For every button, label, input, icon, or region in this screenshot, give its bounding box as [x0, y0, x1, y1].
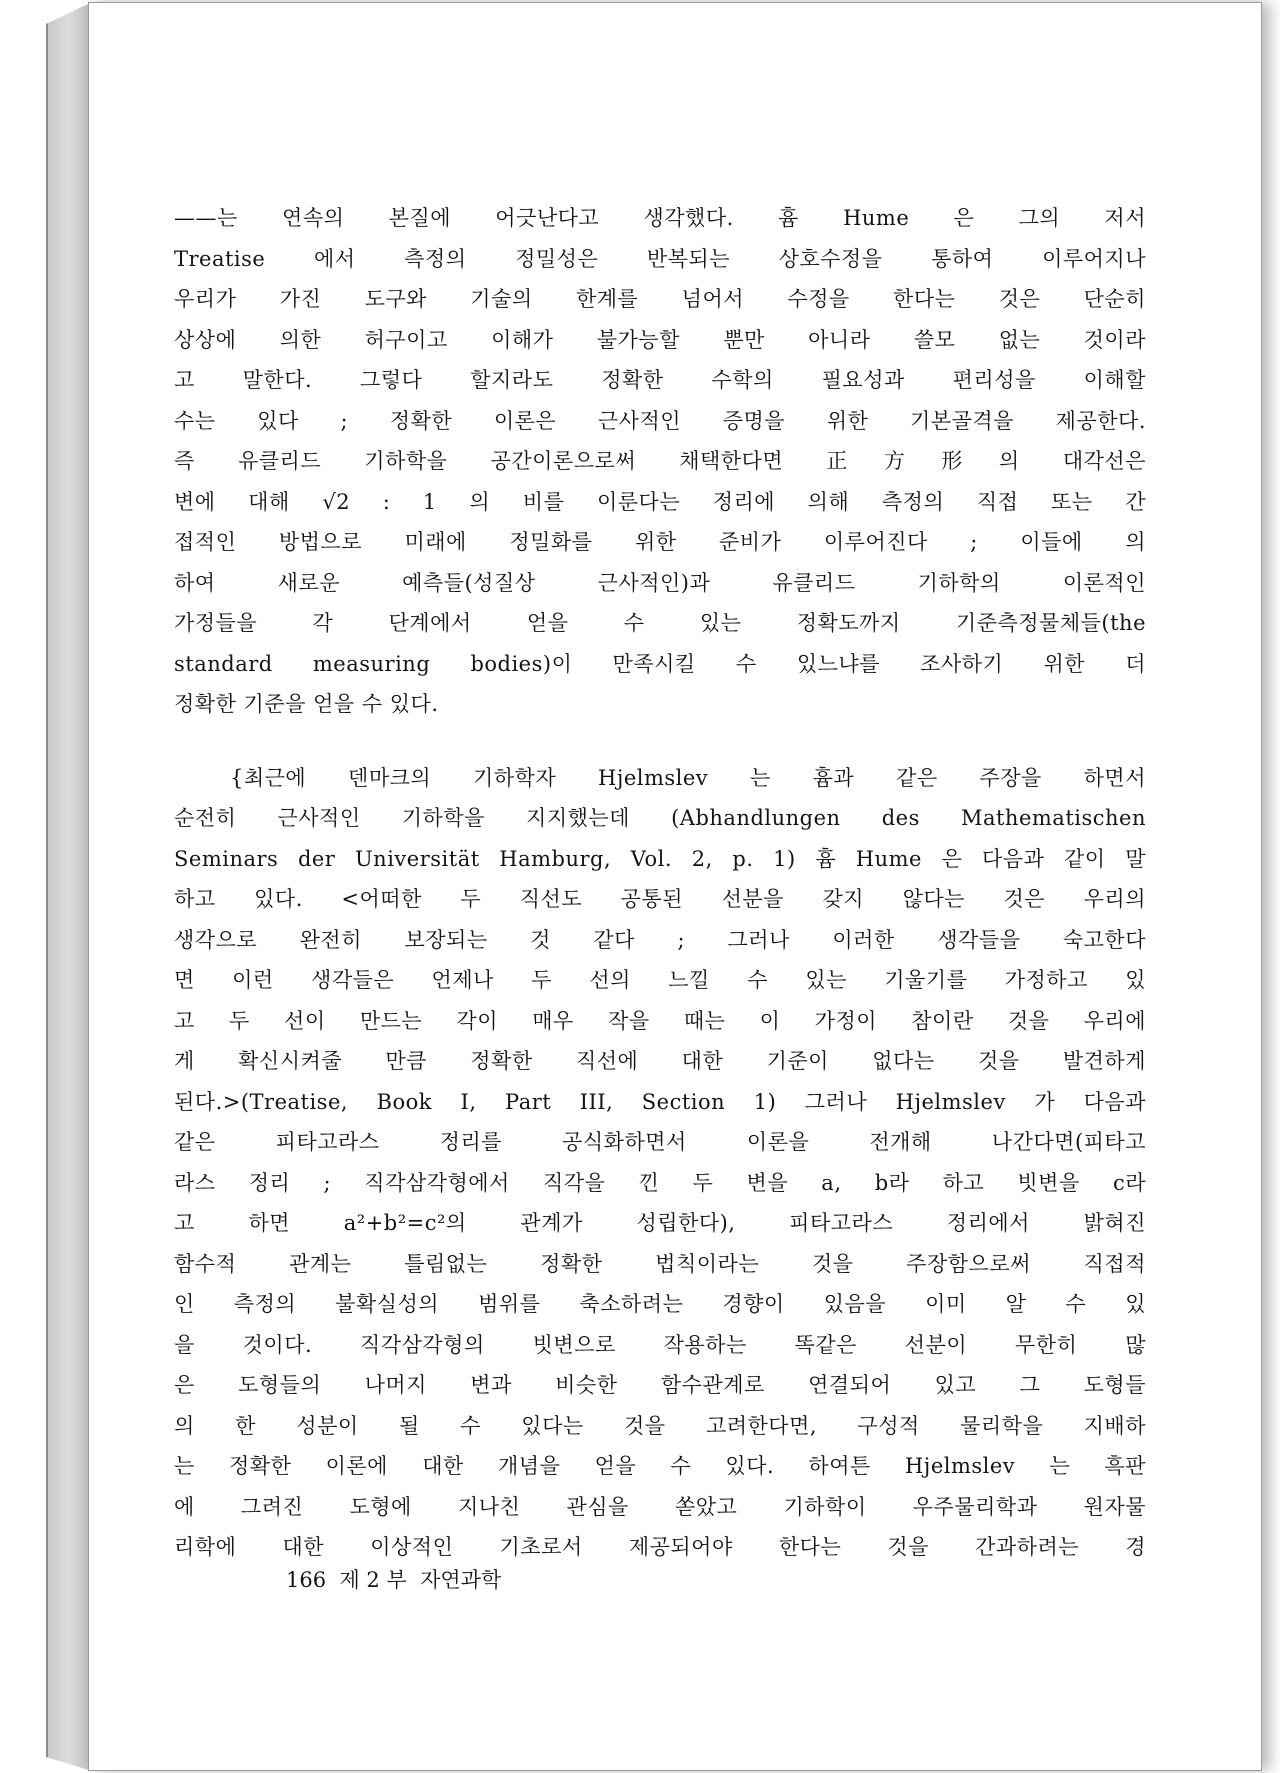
- text-line: 순전히 근사적인 기하학을 지지했는데 (Abhandlungen des Mathematischen: [174, 806, 1146, 830]
- text-line: 리학에 대한 이상적인 기초로서 제공되어야 한다는 것을 간과하려는 경: [174, 1535, 1146, 1559]
- page-number: 166: [286, 1568, 327, 1592]
- text-line: 인 측정의 불확실성의 범위를 축소하려는 경향이 있음을 이미 알 수 있: [174, 1292, 1146, 1316]
- text-line: 우리가 가진 도구와 기술의 한계를 넘어서 수정을 한다는 것은 단순히: [174, 287, 1146, 311]
- section-title: 제 2 부 자연과학: [339, 1568, 502, 1592]
- text-line: 접적인 방법으로 미래에 정밀화를 위한 준비가 이루어진다 ; 이들에 의: [174, 530, 1146, 554]
- text-line: 상상에 의한 허구이고 이해가 불가능할 뿐만 아니라 쓸모 없는 것이라: [174, 327, 1146, 352]
- text-line: 정확한 기준을 얻을 수 있다.: [174, 692, 439, 716]
- text-line: 은 도형들의 나머지 변과 비슷한 함수관계로 연결되어 있고 그 도형들: [174, 1373, 1146, 1397]
- text-line: 변에 대해 √2 : 1 의 비를 이룬다는 정리에 의해 측정의 직접 또는 간: [174, 489, 1146, 514]
- paragraph-1: [174, 198, 1146, 725]
- text-line: 된다.>(Treatise, Book I, Part III, Section 1) 그러나 Hjelmslev 가 다음과: [174, 1089, 1146, 1114]
- text-line: 하여 새로운 예측들(성질상 근사적인)과 유클리드 기하학의 이론적인: [174, 570, 1146, 595]
- text-line: 게 확신시켜줄 만큼 정확한 직선에 대한 기준이 없다는 것을 발견하게: [174, 1049, 1146, 1073]
- text-line: {최근에 덴마크의 기하학자 Hjelmslev 는 흄과 같은 주장을 하면서: [230, 765, 1146, 790]
- book-spine-edge: [46, 2, 92, 1771]
- text-line: 의 한 성분이 될 수 있다는 것을 고려한다면, 구성적 물리학을 지배하: [174, 1413, 1146, 1438]
- text-line: 같은 피타고라스 정리를 공식화하면서 이론을 전개해 나간다면(피타고: [174, 1130, 1146, 1154]
- text-line: ——는 연속의 본질에 어긋난다고 생각했다. 흄 Hume 은 그의 저서: [174, 206, 1146, 230]
- page-footer: [286, 1564, 501, 1594]
- paragraph-2: [174, 758, 1146, 1568]
- text-line: 가정들을 각 단계에서 얻을 수 있는 정확도까지 기준측정물체들(the: [174, 611, 1146, 635]
- text-line: 고 말한다. 그렇다 할지라도 정확한 수학의 필요성과 편리성을 이해할: [174, 368, 1146, 392]
- text-line: 함수적 관계는 틀림없는 정확한 법칙이라는 것을 주장함으로써 직접적: [174, 1251, 1146, 1276]
- text-line: standard measuring bodies)이 만족시킬 수 있느냐를 조사하기 위한 더: [174, 651, 1146, 676]
- text-line: 을 것이다. 직각삼각형의 빗변으로 작용하는 똑같은 선분이 무한히 많: [174, 1332, 1146, 1357]
- text-line: 에 그려진 도형에 지나친 관심을 쏟았고 기하학이 우주물리학과 원자물: [174, 1494, 1146, 1519]
- body-text: [174, 198, 1146, 1568]
- text-line: 생각으로 완전히 보장되는 것 같다 ; 그러나 이러한 생각들을 숙고한다: [174, 927, 1146, 952]
- text-line: Seminars der Universität Hamburg, Vol. 2, p. 1) 흄 Hume 은 다음과 같이 말: [174, 846, 1146, 871]
- text-line: Treatise 에서 측정의 정밀성은 반복되는 상호수정을 통하여 이루어지나: [174, 246, 1146, 271]
- text-line: 는 정확한 이론에 대한 개념을 얻을 수 있다. 하여튼 Hjelmslev 는 흑판: [174, 1454, 1146, 1478]
- text-line: 즉 유클리드 기하학을 공간이론으로써 채택한다면 正方形의 대각선은: [174, 449, 1146, 473]
- text-line: 수는 있다 ; 정확한 이론은 근사적인 증명을 위한 기본골격을 제공한다.: [174, 408, 1146, 433]
- text-line: 고 두 선이 만드는 각이 매우 작을 때는 이 가정이 참이란 것을 우리에: [174, 1008, 1146, 1033]
- text-line: 고 하면 a²+b²=c²의 관계가 성립한다), 피타고라스 정리에서 밝혀진: [174, 1211, 1146, 1235]
- paragraph-spacer: [174, 725, 1146, 758]
- text-line: 하고 있다. <어떠한 두 직선도 공통된 선분을 갖지 않다는 것은 우리의: [174, 887, 1146, 911]
- text-line: 라스 정리 ; 직각삼각형에서 직각을 낀 두 변을 a, b라 하고 빗변을 c라: [174, 1170, 1146, 1195]
- text-line: 면 이런 생각들은 언제나 두 선의 느낄 수 있는 기울기를 가정하고 있: [174, 968, 1146, 992]
